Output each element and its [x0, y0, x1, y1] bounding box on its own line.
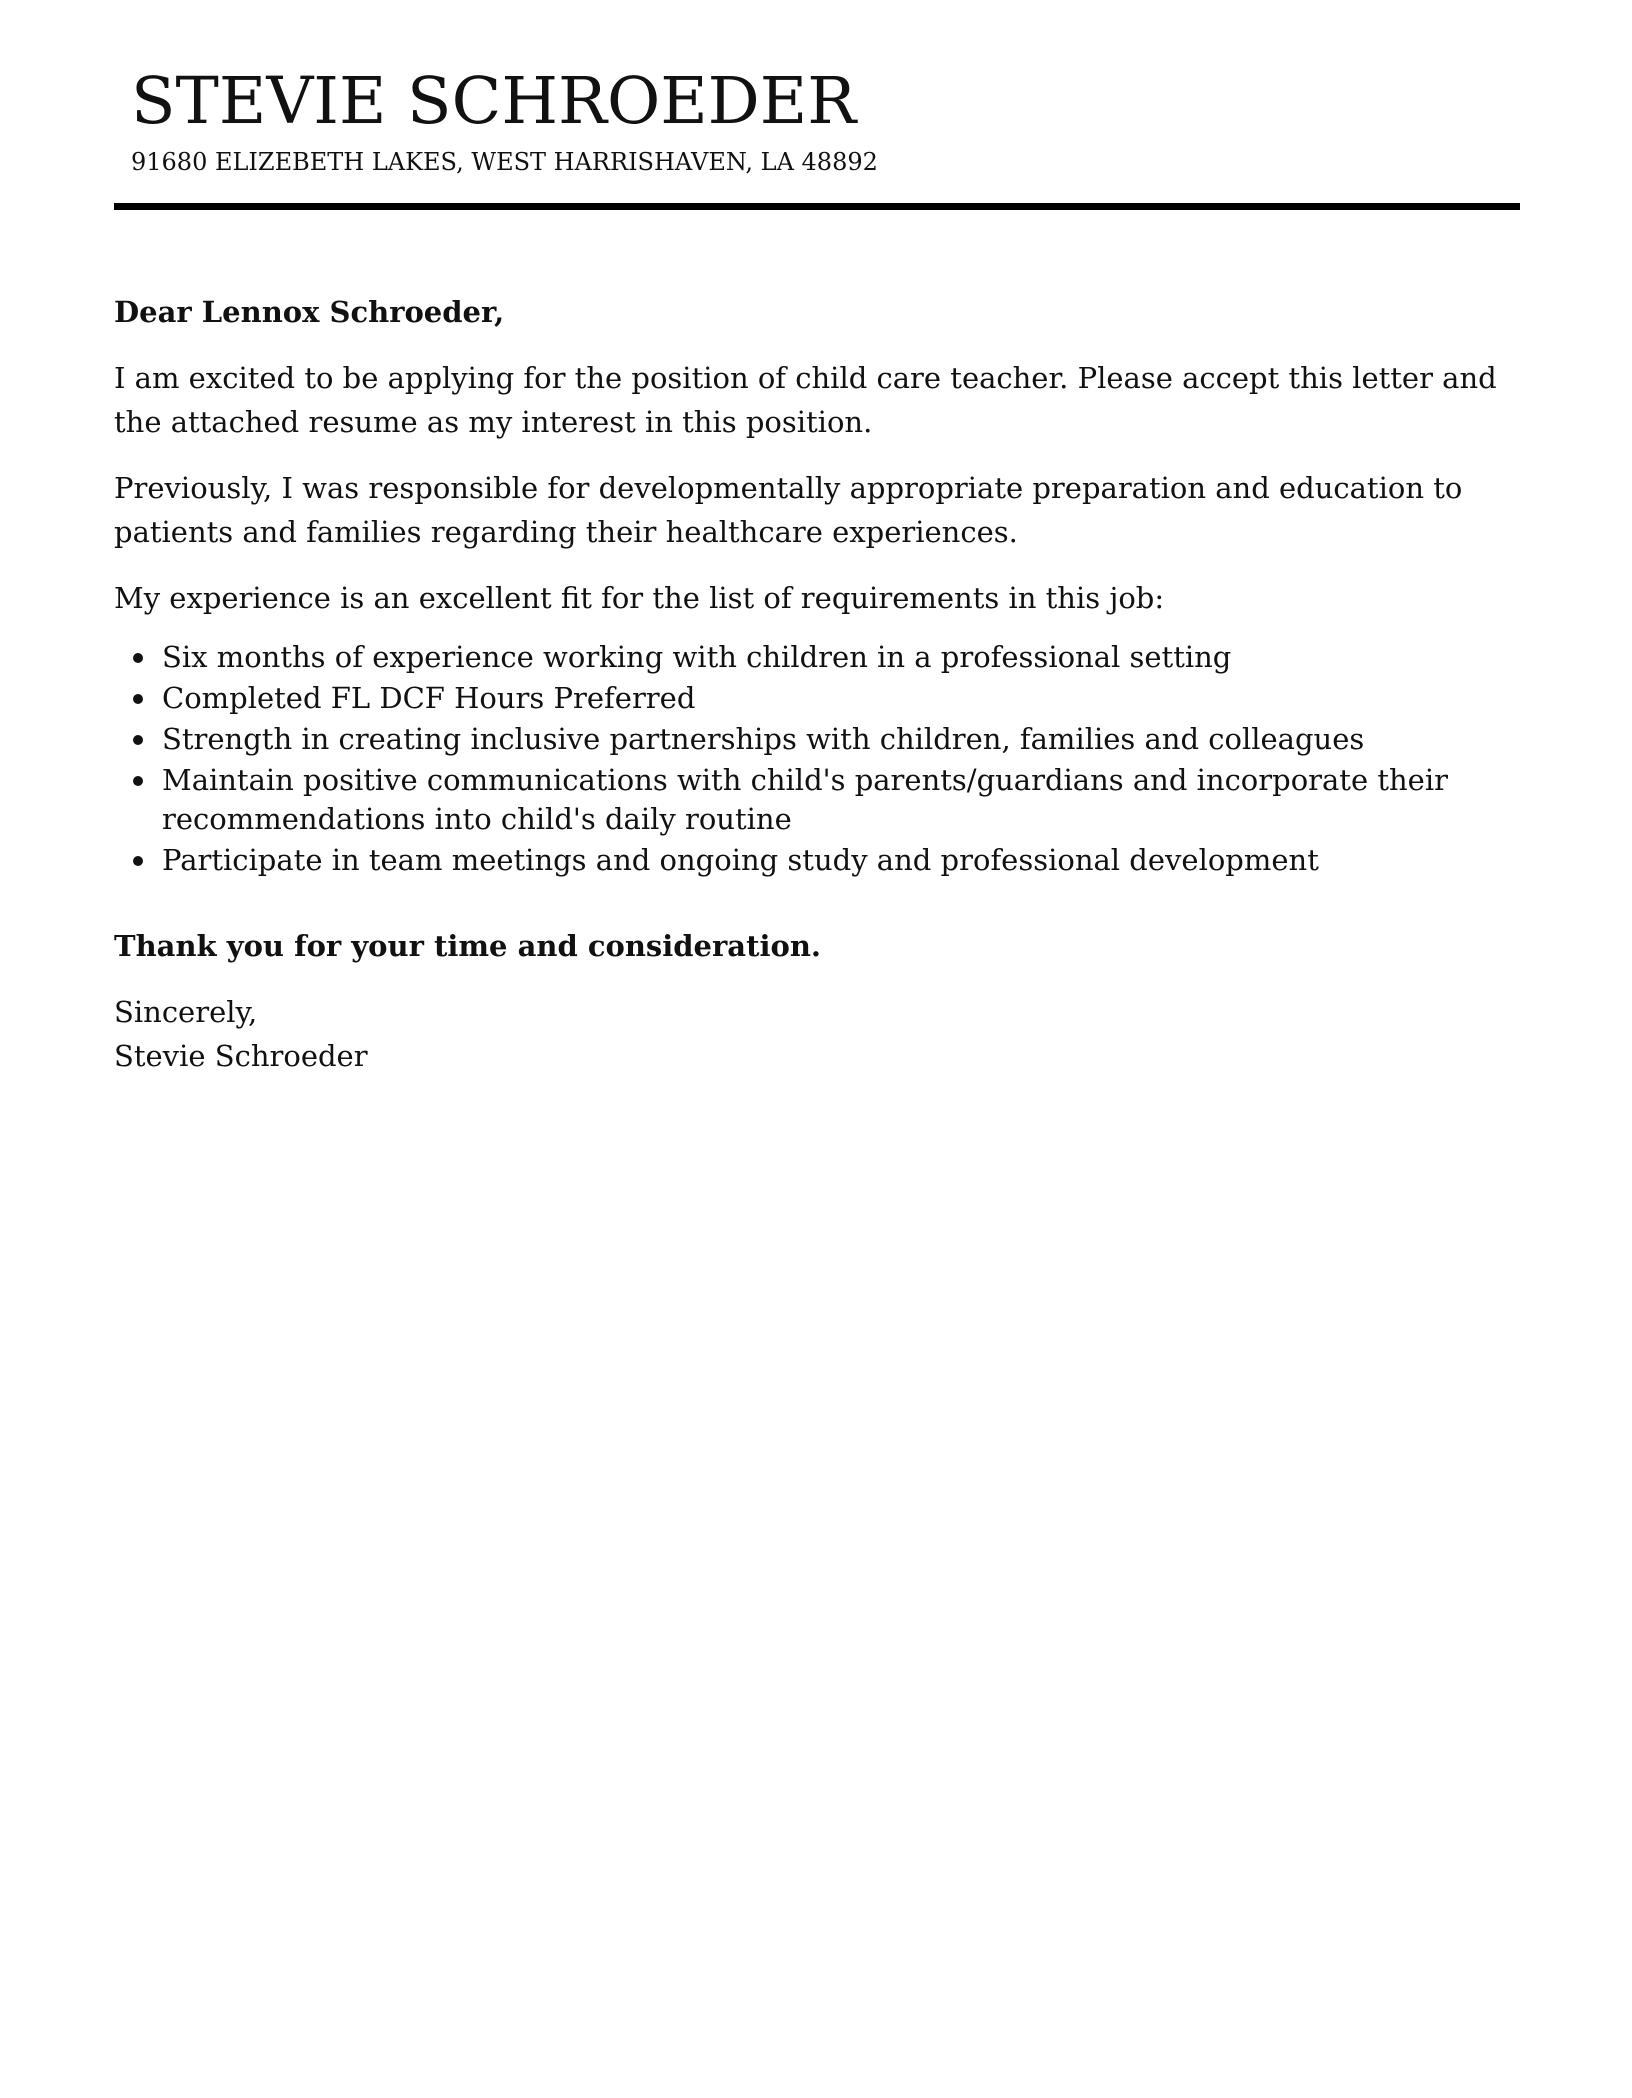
- list-item: [162, 638, 1520, 677]
- thank-you-line: Thank you for your time and consideration.: [114, 929, 822, 963]
- requirements-list: [114, 638, 1520, 880]
- list-item: [162, 679, 1520, 718]
- letter-header: [131, 62, 1521, 178]
- letter-salutation: Dear Lennox Schroeder,: [114, 295, 505, 329]
- bullet-icon: [133, 776, 143, 786]
- list-item: [162, 761, 1520, 839]
- list-item: [162, 841, 1520, 880]
- requirements-intro: My experience is an excellent fit for the list of requirements in this job:: [114, 581, 1165, 615]
- bullet-icon: [133, 735, 143, 745]
- list-item-text: Strength in creating inclusive partnerships with children, families and colleagues: [162, 722, 1365, 756]
- experience-paragraph: Previously, I was responsible for developmentally appropriate preparation and education to patients and families regarding their healthcare experiences.: [114, 471, 1463, 549]
- intro-paragraph: I am excited to be applying for the position of child care teacher. Please accept this letter and the attached resume as my interest in this position.: [114, 361, 1497, 439]
- list-item-text: Completed FL DCF Hours Preferred: [162, 681, 696, 715]
- list-item: [162, 720, 1520, 759]
- letter-signature: Stevie Schroeder: [114, 1039, 368, 1073]
- letter-closing: Sincerely,: [114, 995, 258, 1029]
- bullet-icon: [133, 653, 143, 663]
- list-item-text: Maintain positive communications with child's parents/guardians and incorporate their recommendations into child's daily routine: [162, 763, 1448, 836]
- bullet-icon: [133, 694, 143, 704]
- bullet-icon: [133, 856, 143, 866]
- applicant-address: 91680 ELIZEBETH LAKES, WEST HARRISHAVEN, LA 48892: [131, 148, 878, 176]
- list-item-text: Six months of experience working with children in a professional setting: [162, 640, 1232, 674]
- list-item-text: Participate in team meetings and ongoing study and professional development: [162, 843, 1319, 877]
- header-divider: [114, 203, 1520, 210]
- applicant-name: STEVIE SCHROEDER: [131, 64, 857, 139]
- letter-body: [114, 290, 1520, 1078]
